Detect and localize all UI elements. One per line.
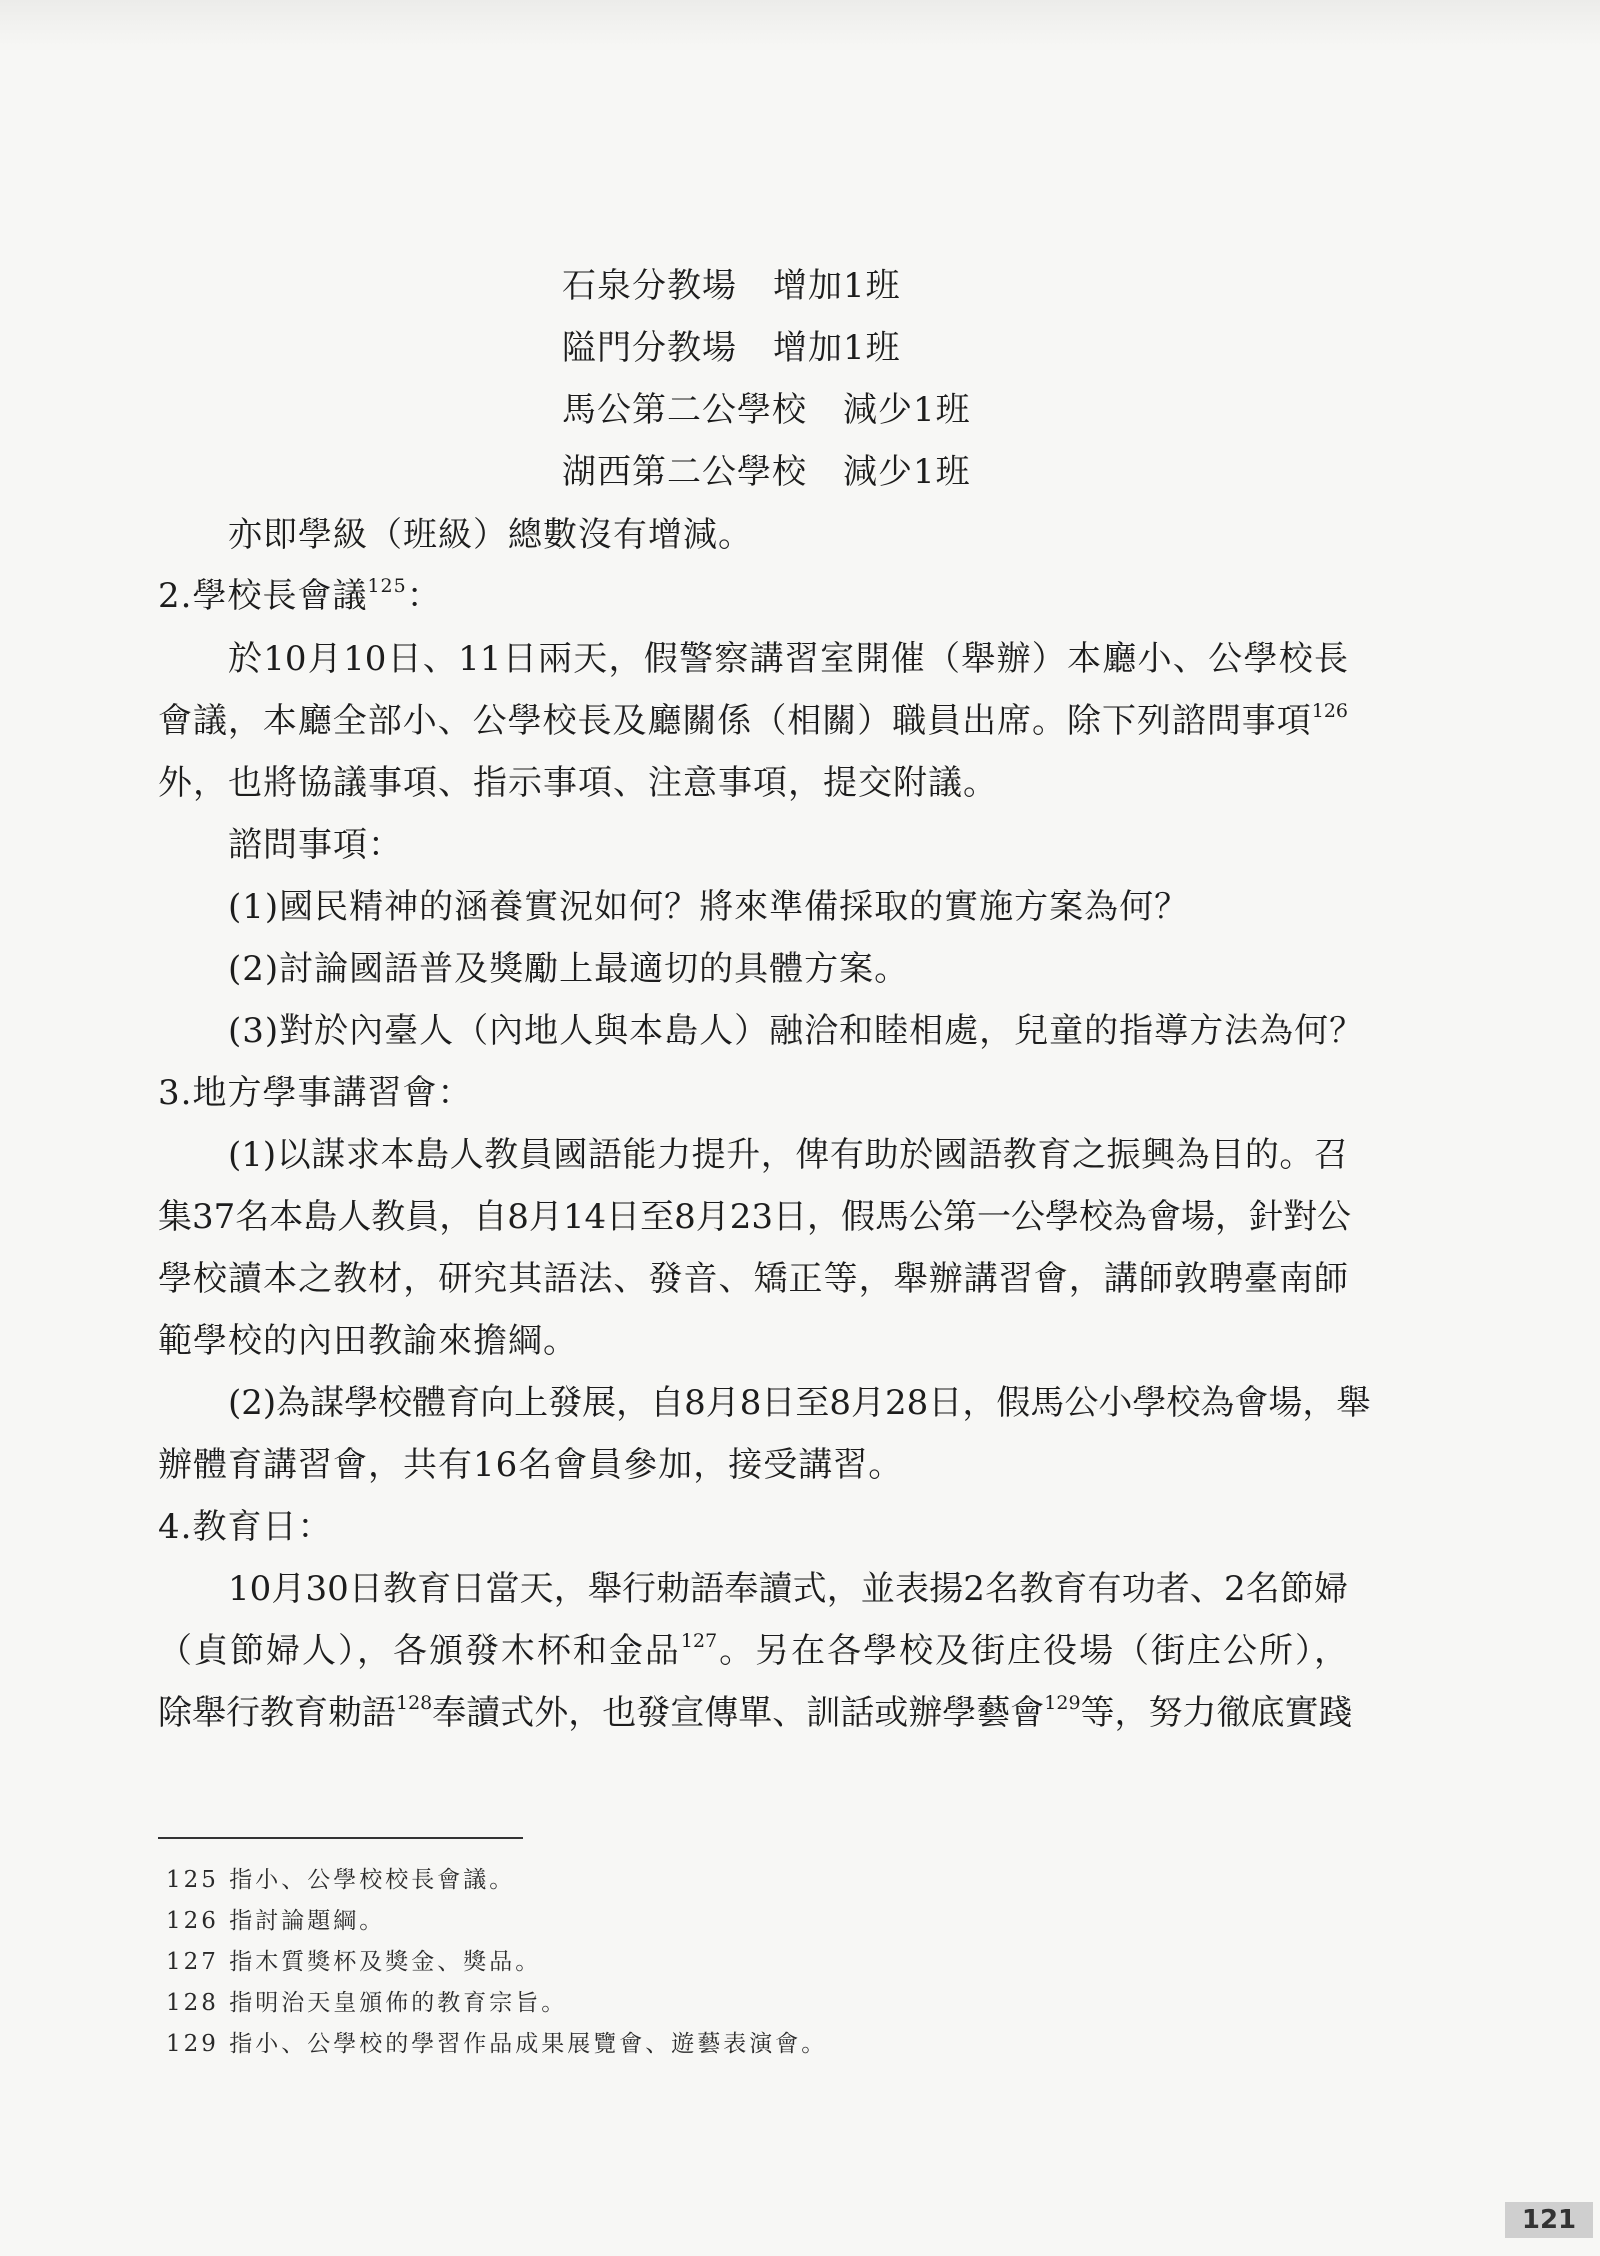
footnote-ref: 129 <box>1044 1692 1081 1714</box>
footnote: 129 指小、公學校的學習作品成果展覽會、遊藝表演會。 <box>166 2031 828 2057</box>
consult-item: (1)國民精神的涵養實況如何？將來準備採取的實施方案為何？ <box>228 887 1190 927</box>
paragraph-line: (1)以謀求本島人教員國語能力提升，俾有助於國語教育之振興為目的。召 <box>228 1135 1348 1175</box>
footnote: 125 指小、公學校校長會議。 <box>166 1867 516 1893</box>
list-item: 石泉分教場 增加1班 <box>562 266 901 306</box>
list-item: 馬公第二公學校 減少1班 <box>562 390 971 430</box>
footnote-divider <box>158 1837 523 1839</box>
paragraph-line: 辦體育講習會，共有16名會員參加，接受講習。 <box>158 1445 904 1485</box>
footnote: 127 指木質獎杯及獎金、獎品。 <box>166 1949 542 1975</box>
paragraph-line: 集37名本島人教員，自8月14日至8月23日，假馬公第一公學校為會場，針對公 <box>158 1197 1352 1237</box>
page-number: 121 <box>1505 2202 1593 2238</box>
consult-item: (3)對於內臺人（內地人與本島人）融洽和睦相處，兒童的指導方法為何？ <box>228 1011 1365 1051</box>
paragraph-line: 外，也將協議事項、指示事項、注意事項，提交附議。 <box>158 763 998 803</box>
footnote: 128 指明治天皇頒佈的教育宗旨。 <box>166 1990 568 2016</box>
paragraph-line: 會議，本廳全部小、公學校長及廳關係（相關）職員出席。除下列諮問事項$^{126}$ <box>158 700 1348 741</box>
paragraph-line: 10月30日教育日當天，舉行勅語奉讀式，並表揚2名教育有功者、2名節婦 <box>228 1569 1348 1609</box>
summary-line: 亦即學級（班級）總數沒有增減。 <box>228 515 753 555</box>
paragraph-line: 除舉行教育勅語$^{128}$奉讀式外，也發宣傳單、訓話或辦學藝會$^{129}$等，努力徹底實踐 <box>158 1692 1353 1733</box>
footnote-ref: 126 <box>1311 700 1348 722</box>
footnote: 126 指討論題綱。 <box>166 1908 386 1934</box>
paragraph-line: (2)為謀學校體育向上發展，自8月8日至8月28日，假馬公小學校為會場，舉 <box>228 1383 1371 1423</box>
paragraph-line: （貞節婦人），各頒發木杯和金品$^{127}$。另在各學校及街庄役場（街庄公所）， <box>158 1630 1349 1671</box>
footnote-ref: 127 <box>680 1630 718 1652</box>
footnote-ref: 125 <box>367 575 407 597</box>
list-item: 隘門分教場 增加1班 <box>562 328 901 368</box>
consult-heading: 諮問事項： <box>228 825 403 865</box>
paragraph-line: 範學校的內田教諭來擔綱。 <box>158 1321 578 1361</box>
paragraph-line: 於10月10日、11日兩天，假警察講習室開催（舉辦）本廳小、公學校長 <box>228 639 1348 679</box>
list-item: 湖西第二公學校 減少1班 <box>562 452 971 492</box>
paragraph-line: 學校讀本之教材，研究其語法、發音、矯正等，舉辦講習會，講師敦聘臺南師 <box>158 1259 1348 1299</box>
consult-item: (2)討論國語普及獎勵上最適切的具體方案。 <box>228 949 910 989</box>
section-heading: 3.地方學事講習會： <box>158 1073 473 1113</box>
section-heading: 4.教育日： <box>158 1507 333 1547</box>
footnote-ref: 128 <box>396 1692 433 1714</box>
section-heading: 2.學校長會議$^{125}$： <box>158 575 442 616</box>
